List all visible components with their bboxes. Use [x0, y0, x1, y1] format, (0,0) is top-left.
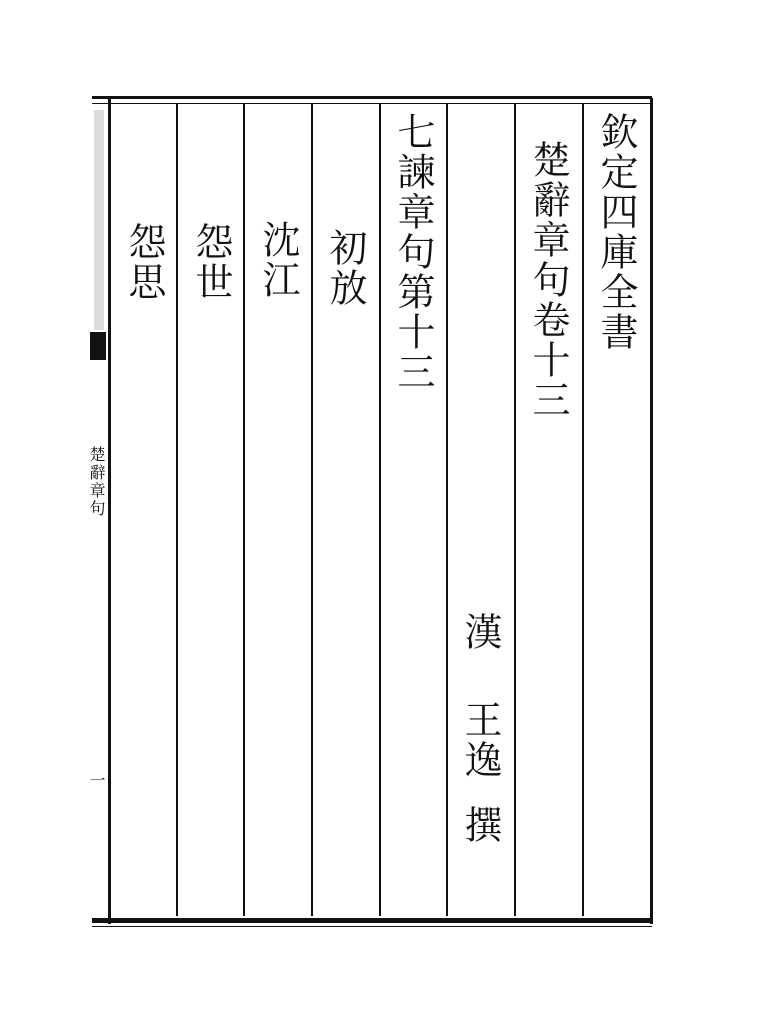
column-divider [514, 104, 516, 916]
page-number: 一 [87, 772, 106, 790]
header-title: 欽定四庫全書 [594, 112, 638, 352]
fold-line [108, 98, 111, 924]
column-divider [379, 104, 381, 916]
fold-label: 楚辭章句 [87, 446, 106, 518]
chapter-item: 初放 [323, 228, 367, 308]
fold-scan-shadow [94, 110, 104, 330]
bottom-border-thin [92, 926, 652, 927]
chapter-item: 怨世 [189, 222, 233, 302]
author-name: 王逸 [458, 700, 502, 780]
column-divider [582, 104, 584, 916]
book-title: 楚辭章句卷十三 [526, 140, 570, 420]
right-border [650, 98, 653, 924]
chapter-item: 怨思 [122, 222, 166, 302]
bottom-border [92, 918, 652, 923]
author-verb: 撰 [458, 805, 502, 845]
fold-fishtail-mark [90, 332, 106, 360]
top-border [92, 96, 652, 99]
column-divider [176, 104, 178, 916]
chapter-item: 沈江 [256, 220, 300, 300]
section-title: 七諫章句第十三 [391, 112, 435, 392]
column-divider [311, 104, 313, 916]
author-dynasty: 漢 [458, 612, 502, 652]
column-divider [243, 104, 245, 916]
column-divider [446, 104, 448, 916]
